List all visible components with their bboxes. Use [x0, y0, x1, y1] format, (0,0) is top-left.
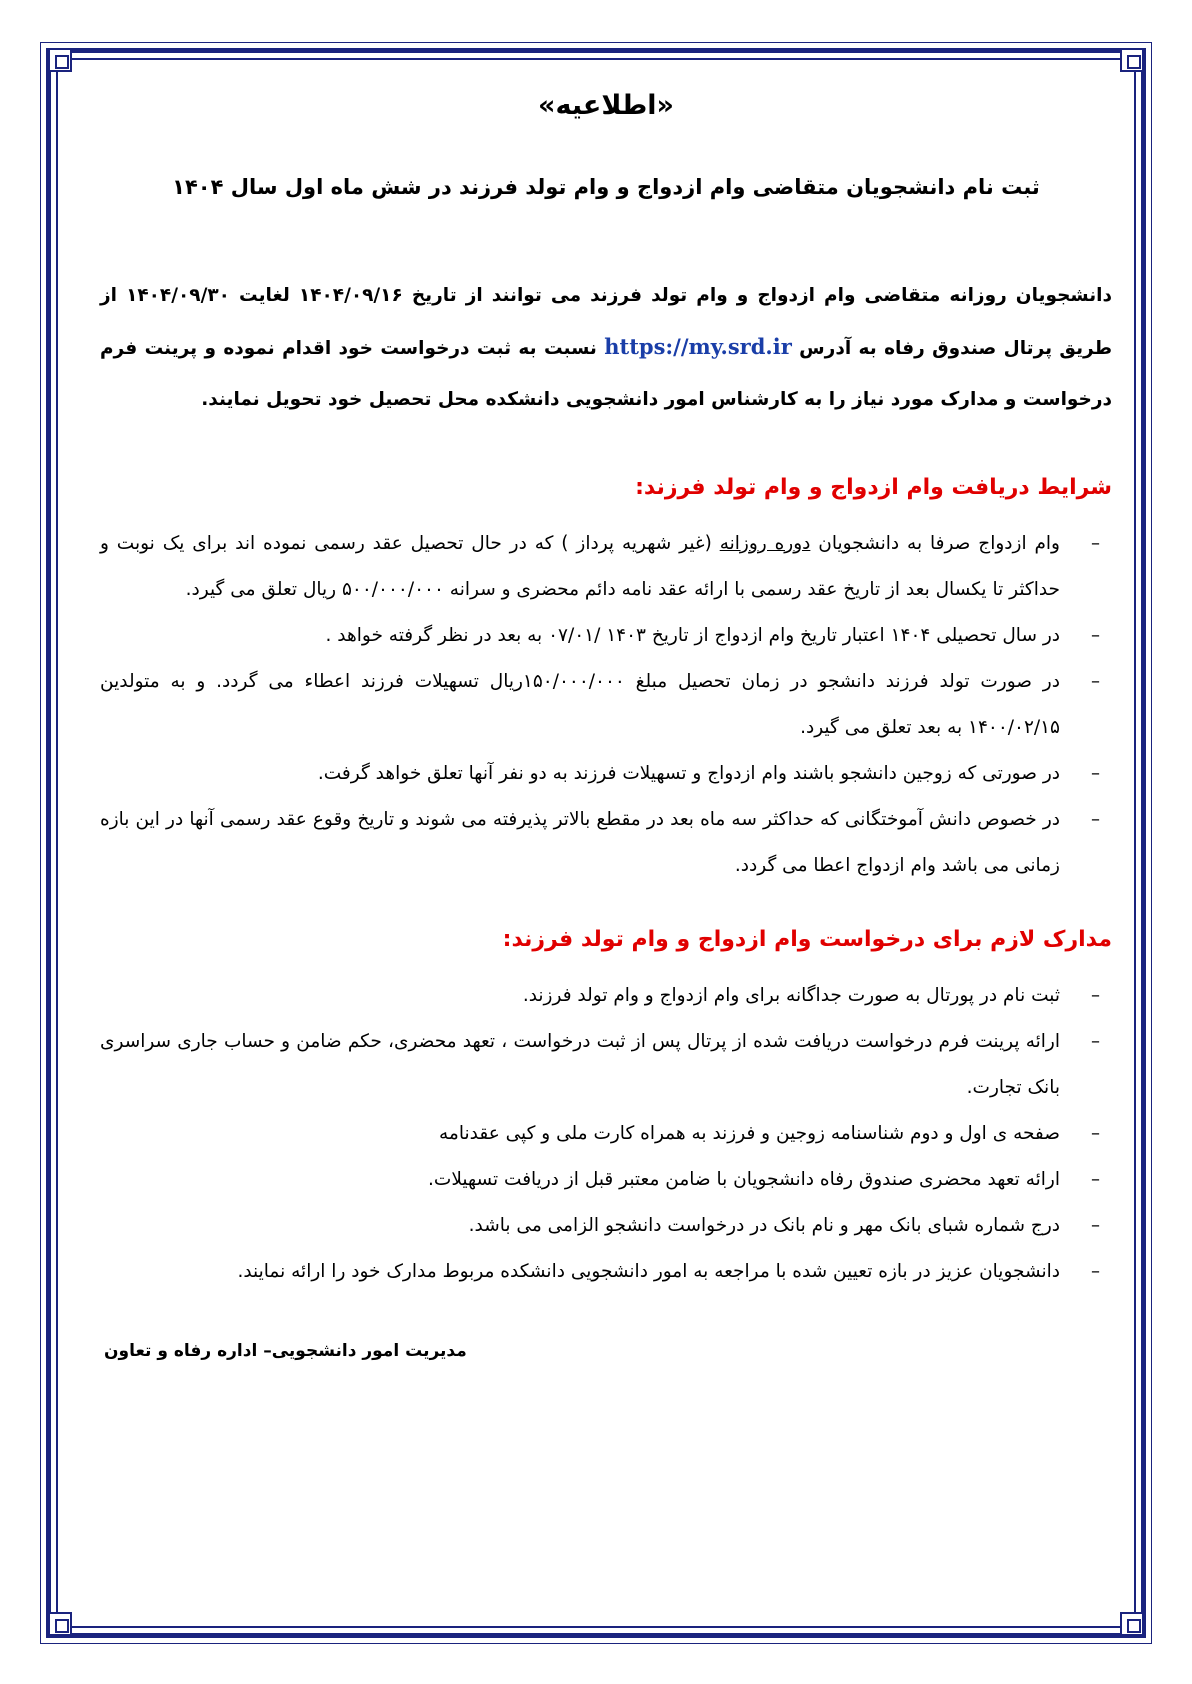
list-marker: – — [1091, 625, 1100, 646]
list-marker: – — [1091, 1169, 1100, 1190]
list-item: – در صورت تولد فرزند دانشجو در زمان تحصیل مبلغ ۱۵۰/۰۰۰/۰۰۰ریال تسهیلات فرزند اعطاء می گردد. و به متولدین ۱۴۰۰/۰۲/۱۵ به بعد تعلق می گیرد. — [100, 659, 1112, 751]
conditions-list — [100, 521, 1112, 889]
announcement-subtitle: ثبت نام دانشجویان متقاضی وام ازدواج و وام تولد فرزند در شش ماه اول سال ۱۴۰۴ — [172, 175, 1040, 199]
signature: مدیریت امور دانشجویی– اداره رفاه و تعاون — [104, 1341, 467, 1361]
list-marker: – — [1091, 985, 1100, 1006]
list-marker: – — [1091, 763, 1100, 784]
intro-text-end: نسبت به ثبت درخواست خود اقدام نموده و پرینت فرم درخواست و مدارک مورد نیاز را به کارشناس امور دانشجویی دانشکده محل تحصیل خود تحویل نمایند. — [100, 338, 1112, 410]
list-item: – صفحه ی اول و دوم شناسنامه زوجین و فرزند به همراه کارت ملی و کپی عقدنامه — [100, 1111, 1112, 1157]
list-marker: – — [1091, 1215, 1100, 1236]
list-marker: – — [1091, 1123, 1100, 1144]
portal-url-link[interactable]: https://my.srd.ir — [604, 334, 792, 359]
documents-list — [100, 973, 1112, 1295]
list-item: – ارائه پرینت فرم درخواست دریافت شده از پرتال پس از ثبت درخواست ، تعهد محضری، حکم ضامن و حساب جاری سراسری بانک تجارت. — [100, 1019, 1112, 1111]
list-item: – ثبت نام در پورتال به صورت جداگانه برای وام ازدواج و وام تولد فرزند. — [100, 973, 1112, 1019]
list-item: – ارائه تعهد محضری صندوق رفاه دانشجویان با ضامن معتبر قبل از دریافت تسهیلات. — [100, 1157, 1112, 1203]
border-corner-ornament — [1120, 1612, 1144, 1636]
list-item: – در خصوص دانش آموختگانی که حداکثر سه ماه بعد در مقطع بالاتر پذیرفته می شوند و تاریخ وقوع عقد رسمی آنها در این بازه زمانی می باشد وام ازدواج اعطا می گردد. — [100, 797, 1112, 889]
list-marker: – — [1091, 1261, 1100, 1282]
intro-text-start: دانشجویان روزانه متقاضی وام ازدواج و وام تولد فرزند می توانند از تاریخ ۱۴۰۴/۰۹/۱۶ لغایت ۱۴۰۴/۰۹/۳۰ از طریق پرتال صندوق رفاه به آدرس — [100, 285, 1113, 359]
list-item: – درج شماره شبای بانک مهر و نام بانک در درخواست دانشجو الزامی می باشد. — [100, 1203, 1112, 1249]
list-marker: – — [1091, 533, 1100, 554]
list-marker: – — [1091, 809, 1100, 830]
list-marker: – — [1091, 671, 1100, 692]
underlined-term: دوره روزانه — [719, 533, 811, 554]
border-corner-ornament — [48, 48, 72, 72]
list-item: – در صورتی که زوجین دانشجو باشند وام ازدواج و تسهیلات فرزند به دو نفر آنها تعلق خواهد گرفت. — [100, 751, 1112, 797]
border-corner-ornament — [48, 1612, 72, 1636]
border-corner-ornament — [1120, 48, 1144, 72]
intro-paragraph — [100, 270, 1112, 425]
announcement-title: «اطلاعیه» — [538, 90, 674, 121]
conditions-heading: شرایط دریافت وام ازدواج و وام تولد فرزند: — [635, 475, 1112, 500]
list-item: – دانشجویان عزیز در بازه تعیین شده با مراجعه به امور دانشجویی دانشکده مربوط مدارک خود را ارائه نمایند. — [100, 1249, 1112, 1295]
list-item: – در سال تحصیلی ۱۴۰۴ اعتبار تاریخ وام ازدواج از تاریخ ۱۴۰۳ /۰۷/۰۱ به بعد در نظر گرفته خواهد . — [100, 613, 1112, 659]
list-marker: – — [1091, 1031, 1100, 1052]
list-item: – وام ازدواج صرفا به دانشجویان دوره روزانه (غیر شهریه پرداز ) که در حال تحصیل عقد رسمی نموده اند برای یک نوبت و حداکثر تا یکسال بعد از تاریخ عقد رسمی با ارائه عقد نامه دائم محضری و سرانه ۵۰۰/۰۰۰/۰۰۰ ریال تعلق می گیرد. — [100, 521, 1112, 613]
documents-heading: مدارک لازم برای درخواست وام ازدواج و وام تولد فرزند: — [502, 927, 1112, 952]
document-body — [100, 70, 1112, 1361]
